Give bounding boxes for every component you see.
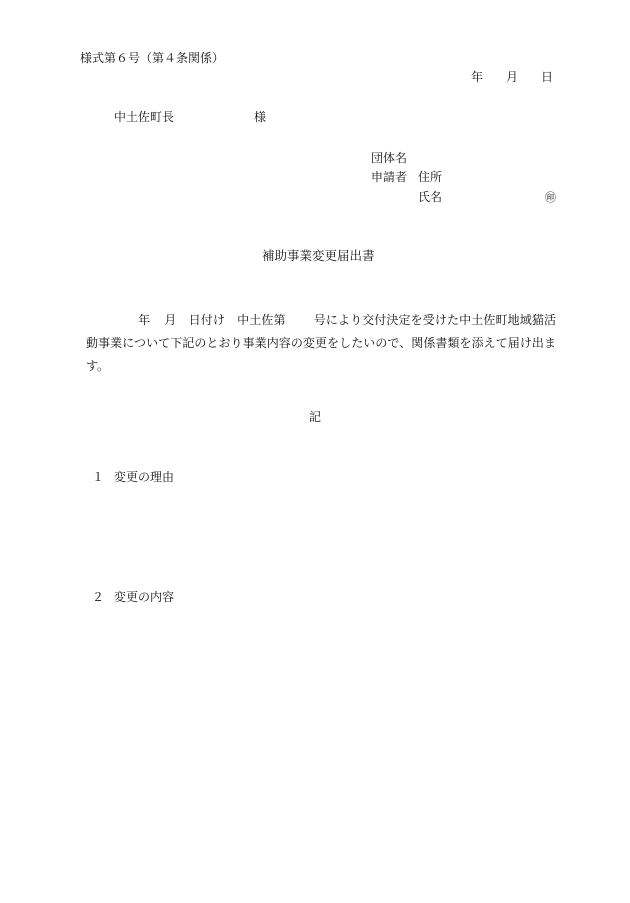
applicant-label: 申請者 — [371, 170, 408, 184]
org-name-label: 団体名 — [371, 151, 408, 165]
date-month-label: 月 — [506, 70, 519, 84]
body-ref-prefix: 中土佐第 — [236, 313, 286, 327]
item-1-label: 変更の理由 — [114, 470, 175, 484]
body-month: 月 — [164, 313, 177, 327]
item-2-number: ２ — [92, 590, 105, 604]
body-text: 号により交付決定を受けた中土佐町地域猫活動事業について下記のとおり事業内容の変更をしたいので、関係書類を添えて届け出ます。 — [86, 313, 556, 373]
date-year-label: 年 — [471, 70, 484, 84]
date-day-label: 日 — [541, 70, 554, 84]
seal-mark: ㊞ — [545, 191, 556, 204]
body-day-ref: 日付け — [188, 313, 225, 327]
form-number: 様式第６号（第４条関係） — [80, 51, 225, 65]
addressee-name: 中土佐町長 — [114, 110, 175, 124]
body-paragraph — [86, 309, 556, 378]
addressee-honorific: 様 — [254, 110, 267, 124]
document-title: 補助事業変更届出書 — [262, 248, 375, 263]
body-year: 年 — [138, 313, 151, 327]
item-1-number: １ — [92, 470, 105, 484]
ki-heading: 記 — [309, 410, 322, 424]
item-2-label: 変更の内容 — [114, 590, 175, 604]
address-label: 住所 — [418, 170, 443, 184]
applicant-name-label: 氏名 — [418, 190, 443, 204]
